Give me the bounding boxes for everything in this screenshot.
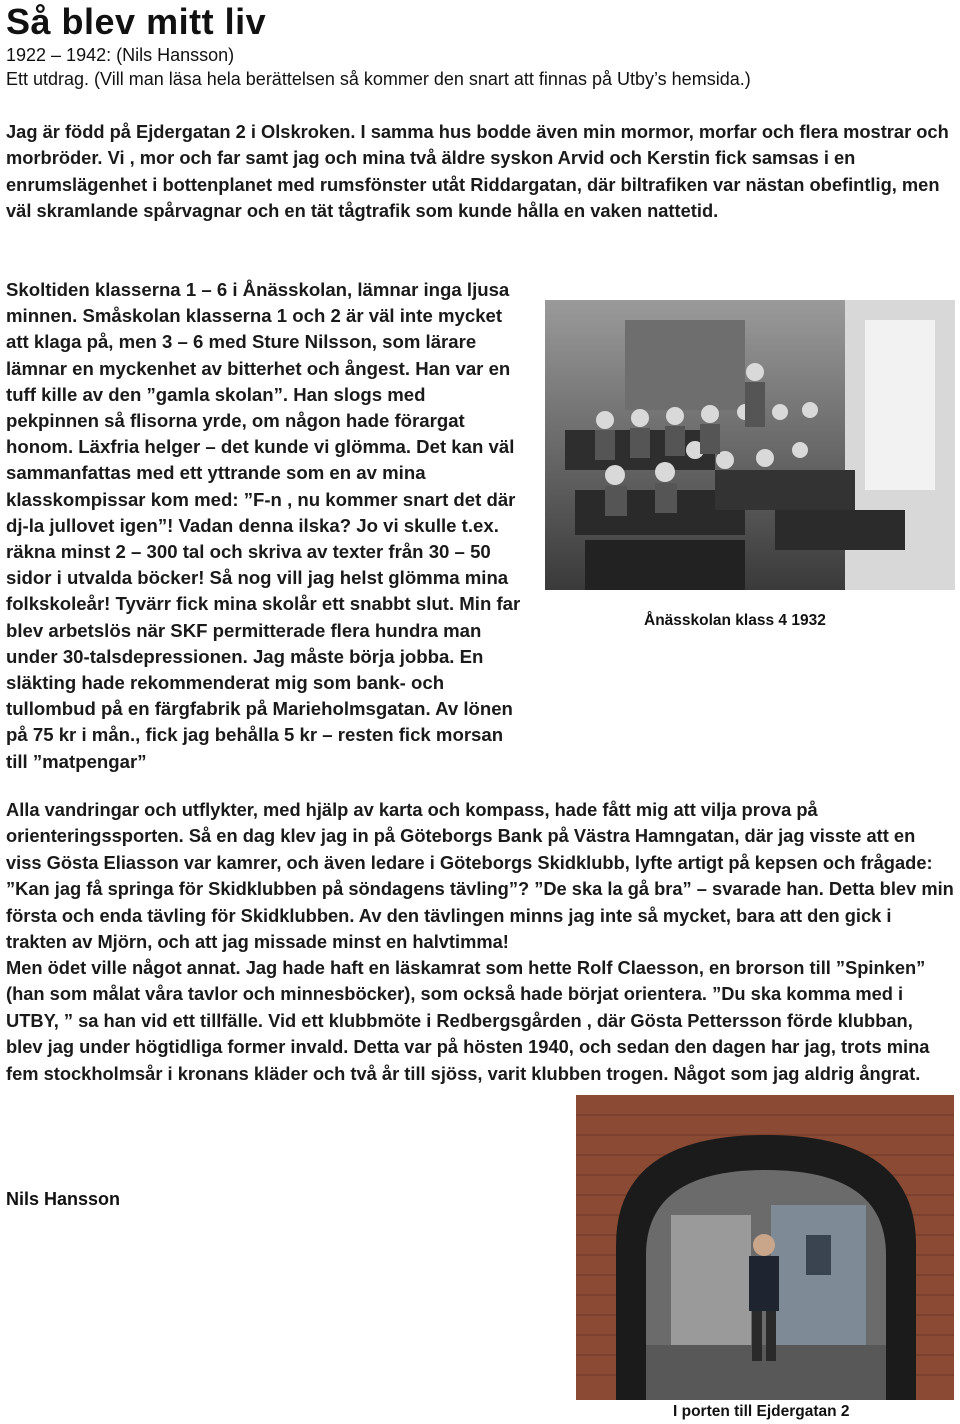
classroom-photo — [545, 300, 955, 590]
classroom-photo-image — [545, 300, 955, 590]
orienteering-paragraph: Alla vandringar och utflykter, med hjälp av karta och kompass, hade fått mig att vilja prova på orienteringssporten. Så en dag klev jag in på Göteborgs Bank på Västra Hamngatan, där jag visste att en viss Gösta Eliasson var kamrer, och även ledare i Göteborgs Skidklubb, lyfte artigt på kepsen och frågade: ”Kan jag få springa för Skidklubben på söndagens tävling”? ”De ska la gå bra” – svarade han. Detta blev min första och enda tävling för Skidklubben. Av den tävlingen minns jag inte så mycket, bara att den gick i trakten av Mjörn, och att jag missade minst en halvtimma! — [6, 799, 954, 953]
intro-paragraph: Jag är född på Ejdergatan 2 i Olskroken. I samma hus bodde även min mormor, morfar och flera mostrar och morbröder. Vi , mor och far samt jag och mina två äldre syskon Arvid och Kerstin fick samsas i en enrumslägenhet i bottenplanet med rumsfönster utåt Riddargatan, där biltrafiken var nästan obefintlig, men väl skramlande spårvagnar och en tät tågtrafik som kunde hålla en vaken nattetid. — [6, 121, 949, 222]
archway-photo-image — [576, 1095, 954, 1400]
archway-photo-caption: I porten till Ejdergatan 2 — [673, 1403, 850, 1420]
archway-photo — [576, 1095, 954, 1400]
subtitle-note: Ett utdrag. (Vill man läsa hela berättelsen så kommer den snart att finnas på Utby’s hemsida.) — [6, 69, 751, 89]
signature: Nils Hansson — [6, 1189, 121, 1209]
subtitle-years: 1922 – 1942: (Nils Hansson) — [6, 45, 235, 65]
classroom-photo-caption: Ånässkolan klass 4 1932 — [644, 612, 826, 629]
club-paragraph: Men ödet ville något annat. Jag hade haft en läskamrat som hette Rolf Claesson, en brorson till ”Spinken” (han som målat våra tavlor och minnesböcker), som också hade börjat orientera. ”Du ska komma med i UTBY, ” sa han vid ett tillfälle. Vid ett klubbmöte i Redbergsgården , där Gösta Pettersson förde klubban, blev jag under högtidliga former invald. Detta var på hösten 1940, och sedan den dagen har jag, trots mina fem stockholmsår i kronans kläder och två år till sjöss, varit klubben trogen. Något som jag aldrig ångrat. — [6, 957, 930, 1084]
school-paragraph: Skoltiden klasserna 1 – 6 i Ånässkolan, lämnar inga ljusa minnen. Småskolan klasserna 1 och 2 är väl inte mycket att klaga på, men 3 – 6 med Sture Nilsson, som lärare lämnar en myckenhet av bitterhet och ångest. Han var en tuff kille av den ”gamla skolan”. Han slogs med pekpinnen så flisorna yrde, om någon hade förargat honom. Läxfria helger – det kunde vi glömma. Det kan väl sammanfattas med ett yttrande som en av mina klasskompissar kom med: ”F-n , nu kommer snart det där dj-la jullovet igen”! Vadan denna ilska? Jo vi skulle t.ex. räkna minst 2 – 300 tal och skriva av texter från 30 – 50 sidor i utvalda böcker! Så nog vill jag helst glömma mina folkskoleår! Tyvärr fick mina skolår ett snabbt slut. Min far blev arbetslös när SKF permitterade flera hundra man under 30-talsdepressionen. Jag måste börja jobba. En släkting hade rekommenderat mig som bank- och tullombud på en färgfabrik på Marieholmsgatan. Av lönen på 75 kr i mån., fick jag behålla 5 kr – resten fick morsan till ”matpengar” — [6, 279, 521, 772]
page-title: Så blev mitt liv — [6, 1, 267, 42]
